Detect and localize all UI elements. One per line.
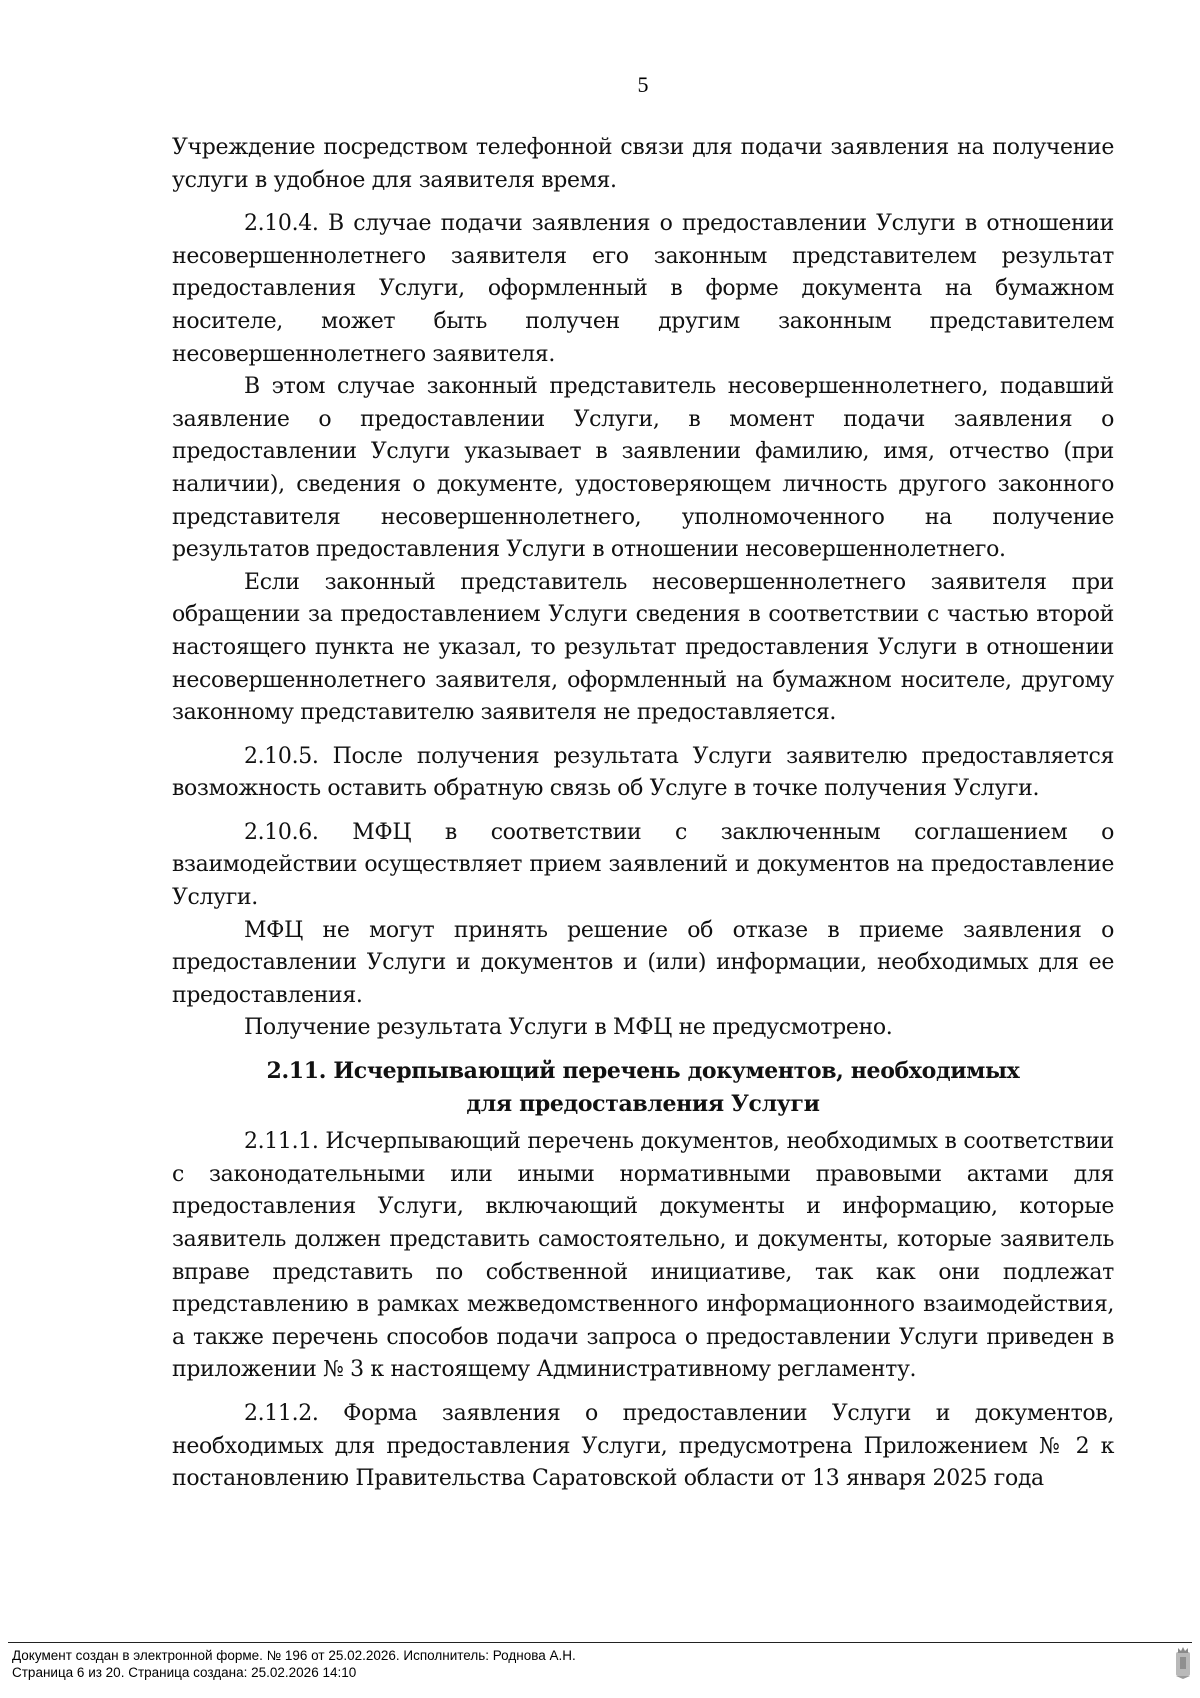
coat-of-arms-icon: [1173, 1644, 1193, 1680]
paragraph-2-11-1: 2.11.1. Исчерпывающий перечень документов, необходимых в соответствии с законодательными или иными нормативными правовыми актами для предоставления Услуги, включающий документы и информацию, которые заявитель должен представить самостоятельно, и документы, которые заявитель вправе представить по собственной инициативе, так как они подлежат представлению в рамках межведомственного информационного взаимодействия, а также перечень способов подачи запроса о предоставлении Услуги приведен в приложении № 3 к настоящему Административному регламенту.: [172, 1129, 1114, 1383]
paragraph: Если законный представитель несовершеннолетнего заявителя при обращении за предоставлением Услуги сведения в соответствии с частью второй настоящего пункта не указал, то результат предоставления Услуги в отношении несовершеннолетнего заявителя, оформленный на бумажном носителе, другому законному представителю заявителя не предоставляется.: [172, 569, 1114, 726]
paragraph-2-10-4: 2.10.4. В случае подачи заявления о предоставлении Услуги в отношении несовершеннолетнего заявителя его законным представителем результат предоставления Услуги, оформленный в форме документа на бумажном носителе, может быть получен другим законным представителем несовершеннолетнего заявителя.: [172, 211, 1114, 367]
paragraph: В этом случае законный представитель несовершеннолетнего, подавший заявление о предоставлении Услуги, в момент подачи заявления о предоставлении Услуги указывает в заявлении фамилию, имя, отчество (при наличии), сведения о документе, удостоверяющем личность другого законного представителя несовершеннолетнего, уполномоченного на получение результатов предоставления Услуги в отношении несовершеннолетнего.: [172, 374, 1114, 563]
section-heading-2-11: 2.11. Исчерпывающий перечень документов, необходимых для предоставления Услуги: [266, 1058, 1020, 1117]
paragraph-2-10-5: 2.10.5. После получения результата Услуги заявителю предоставляется возможность оставить обратную связь об Услуге в точке получения Услуги.: [172, 743, 1114, 802]
paragraph: Учреждение посредством телефонной связи для подачи заявления на получение услуги в удобное для заявителя время.: [172, 135, 1114, 193]
paragraph: Получение результата Услуги в МФЦ не предусмотрено.: [244, 1015, 893, 1041]
paragraph: МФЦ не могут принять решение об отказе в приеме заявления о предоставлении Услуги и документов и (или) информации, необходимых для ее предоставления.: [172, 917, 1114, 1008]
footer-divider: [8, 1642, 1192, 1643]
page-number: 5: [637, 72, 649, 97]
paragraph-2-11-2: 2.11.2. Форма заявления о предоставлении Услуги и документов, необходимых для предоставления Услуги, предусмотрена Приложением № 2 к постановлению Правительства Саратовской области от 13 января 2025 года: [172, 1400, 1114, 1492]
paragraph-2-10-6: 2.10.6. МФЦ в соответствии с заключенным соглашением о взаимодействии осуществляет прием заявлений и документов на предоставление Услуги.: [172, 819, 1114, 911]
footer-line-1: Документ создан в электронной форме. № 196 от 25.02.2026. Исполнитель: Роднова А.Н.: [12, 1648, 576, 1663]
document-body: [172, 132, 1114, 1496]
document-footer: [12, 1647, 576, 1681]
footer-line-2: Страница 6 из 20. Страница создана: 25.02.2026 14:10: [12, 1665, 357, 1680]
